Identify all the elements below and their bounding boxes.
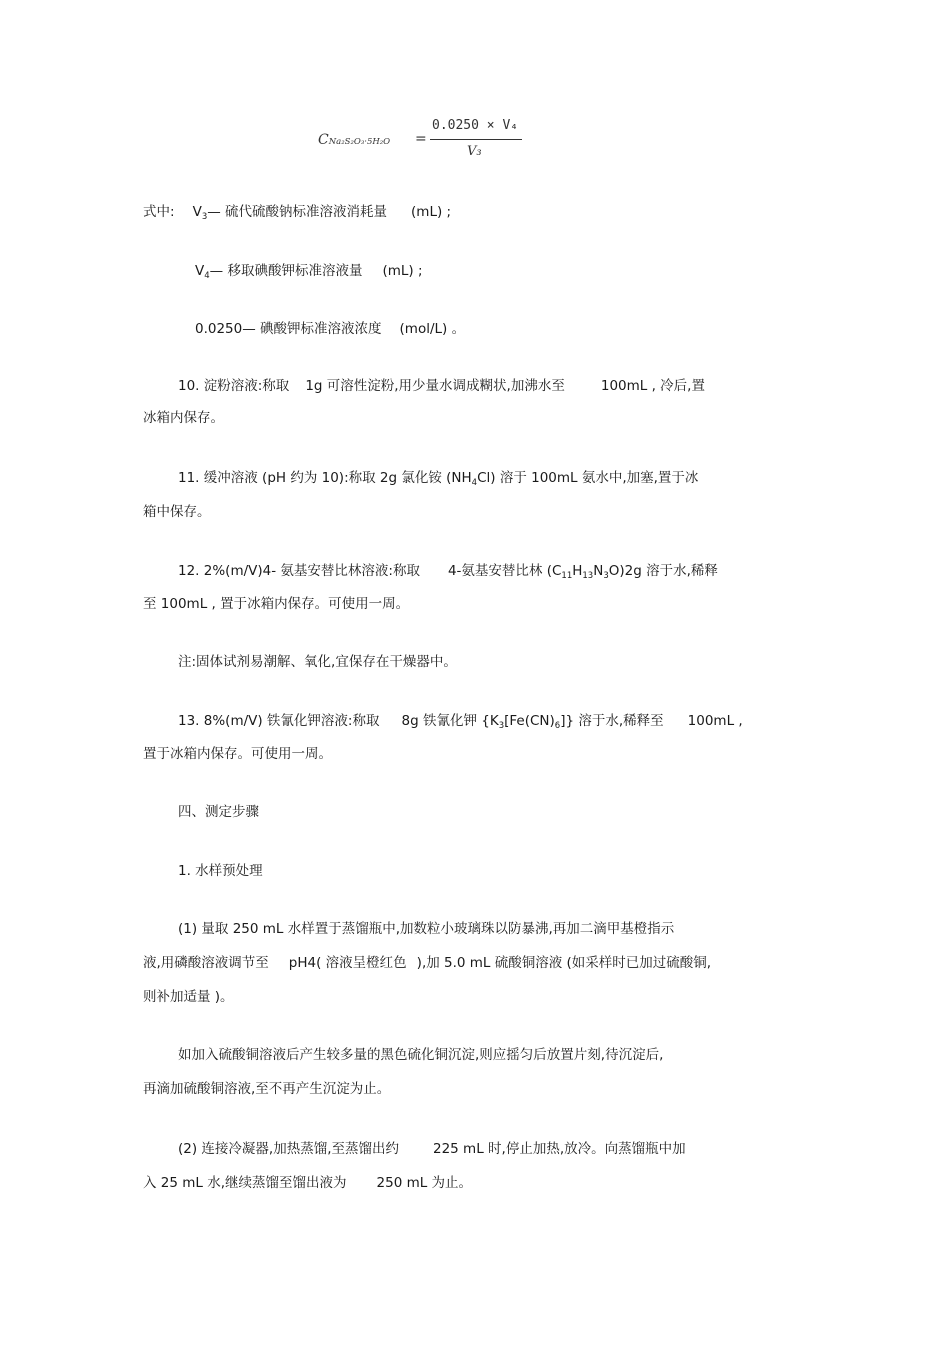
subsection-title: 1. 水样预处理 — [178, 863, 263, 879]
item-13-a: 13. 8%(m/V) 铁氰化钾溶液:称取 — [178, 713, 380, 729]
item-11-line2: 箱中保存。 — [143, 504, 211, 520]
item-13-line1 — [178, 712, 743, 732]
item-12-m3: O)2g 溶于水,稀释 — [608, 563, 718, 579]
def-v3-symbol: V — [192, 204, 202, 220]
def-v4-subscript: 4 — [204, 271, 210, 281]
def-v3-subscript: 3 — [201, 212, 208, 222]
item-13-c: 100mL , — [687, 713, 743, 729]
para-1-line3: 则补加适量 )。 — [143, 989, 234, 1005]
item-12-sub3: 3 — [603, 571, 609, 581]
item-10-a: 10. 淀粉溶液:称取 — [178, 378, 290, 394]
para-1-line2 — [143, 954, 711, 972]
note: 注:固体试剂易潮解、氧化,宜保存在干燥器中。 — [178, 654, 457, 670]
formula-subscript: Na₂S₂O₃·5H₂O — [328, 137, 391, 147]
item-13-sub1: 3 — [498, 721, 505, 731]
item-12-a: 12. 2%(m/V)4- 氨基安替比林溶液:称取 — [178, 563, 420, 579]
fraction-bar — [430, 139, 522, 140]
item-13-line2: 置于冰箱内保存。可使用一周。 — [143, 746, 332, 762]
def-prefix: 式中: — [143, 204, 175, 220]
item-12-m1: H — [572, 563, 583, 579]
item-10-line2: 冰箱内保存。 — [143, 410, 224, 426]
def-v3-unit: (mL) ; — [411, 204, 452, 220]
item-12-b: 4-氨基安替比林 (C — [447, 563, 562, 579]
para-3-line2 — [143, 1174, 472, 1192]
item-13-b: 8g 铁氰化钾 {K — [401, 713, 499, 729]
def-v3 — [143, 203, 451, 223]
item-12-sub1: 11 — [561, 571, 573, 581]
formula-symbol: C — [318, 132, 329, 148]
item-11-subscript: 4 — [471, 478, 478, 488]
para-3-a1: (2) 连接冷凝器,加热蒸馏,至蒸馏出约 — [178, 1141, 399, 1157]
item-13-m1: [Fe(CN) — [504, 713, 555, 729]
def-v4-unit: (mL) ; — [382, 263, 423, 279]
item-11-line1 — [178, 469, 698, 489]
item-12-sub2: 13 — [582, 571, 594, 581]
item-10-line1 — [178, 377, 705, 395]
item-11-a: 11. 缓冲溶液 (pH 约为 10):称取 2g 氯化铵 (NH — [178, 470, 472, 486]
para-3-b2: 250 mL 为止。 — [376, 1175, 473, 1191]
para-3-a2: 225 mL 时,停止加热,放冷。向蒸馏瓶中加 — [433, 1141, 686, 1157]
para-2-line1: 如加入硫酸铜溶液后产生较多量的黑色硫化铜沉淀,则应摇匀后放置片刻,待沉淀后, — [178, 1047, 664, 1063]
para-3-line1 — [178, 1140, 686, 1158]
section-title: 四、测定步骤 — [178, 804, 259, 820]
para-1-line1: (1) 量取 250 mL 水样置于蒸馏瓶中,加数粒小玻璃珠以防暴沸,再加二滴甲基橙指示 — [178, 921, 675, 937]
formula-denominator: V₃ — [467, 144, 482, 159]
item-13-m2: ]} 溶于水,稀释至 — [560, 713, 664, 729]
para-1-b2: pH4( 溶液呈橙红色 — [288, 955, 407, 971]
formula — [318, 118, 538, 170]
item-13-sub2: 6 — [554, 721, 561, 731]
para-3-b1: 入 25 mL 水,继续蒸馏至馏出液为 — [143, 1175, 347, 1191]
item-10-b: 1g 可溶性淀粉,用少量水调成糊状,加沸水至 — [305, 378, 565, 394]
item-12-line2: 至 100mL , 置于冰箱内保存。可使用一周。 — [143, 596, 410, 612]
def-v3-text: — 硫代硫酸钠标准溶液消耗量 — [207, 204, 388, 220]
item-11-b: Cl) 溶于 100mL 氨水中,加塞,置于冰 — [477, 470, 699, 486]
para-2-line2: 再滴加硫酸铜溶液,至不再产生沉淀为止。 — [143, 1081, 391, 1097]
def-v4-text: — 移取碘酸钾标准溶液量 — [209, 263, 363, 279]
def-v4-symbol: V — [195, 263, 205, 279]
formula-equals: = — [415, 131, 427, 147]
def-c-unit: (mol/L) 。 — [399, 321, 466, 337]
item-12-m2: N — [593, 563, 604, 579]
para-1-b1: 液,用磷酸溶液调节至 — [143, 955, 269, 971]
def-v4 — [195, 262, 423, 282]
para-1-b3: ),加 5.0 mL 硫酸铜溶液 (如采样时已加过硫酸铜, — [416, 955, 712, 971]
formula-lhs — [318, 132, 390, 148]
def-c-text: 0.0250— 碘酸钾标准溶液浓度 — [195, 321, 382, 337]
formula-numerator: 0.0250 × V₄ — [432, 118, 519, 133]
def-concentration — [195, 320, 465, 338]
item-12-line1 — [178, 562, 718, 582]
item-10-c: 100mL , 冷后,置 — [600, 378, 705, 394]
